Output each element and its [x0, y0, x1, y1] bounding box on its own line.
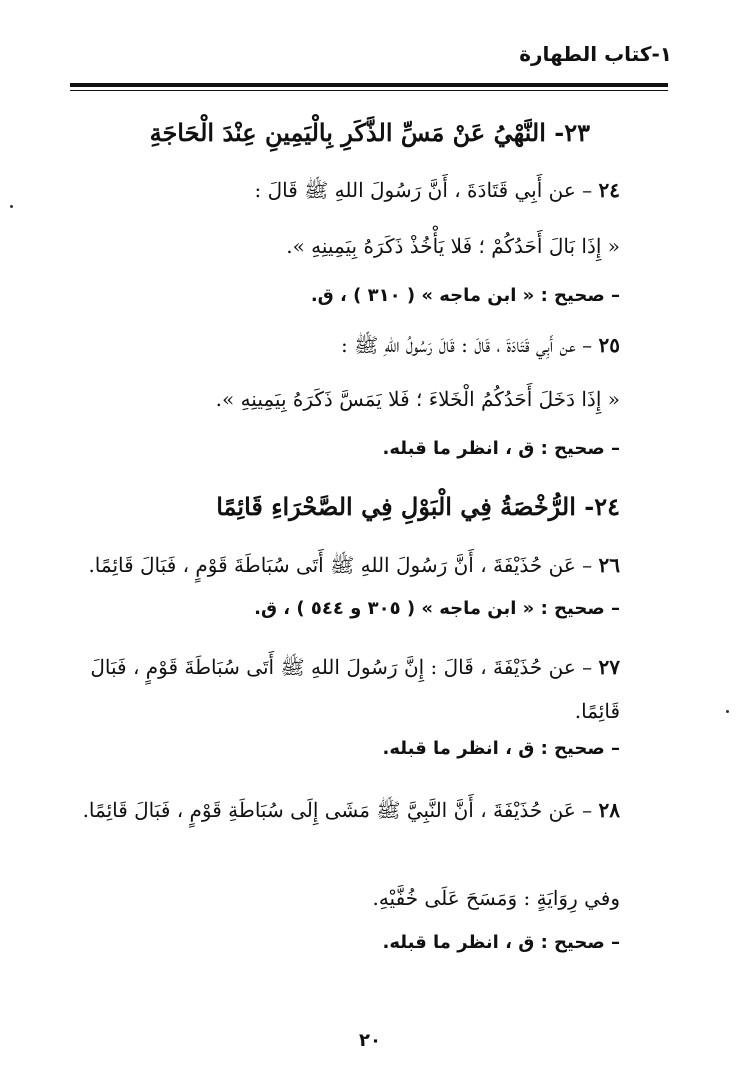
hadith-26-isnad: [70, 553, 620, 582]
hadith-isnad: – عن أَبِي قَتَادَةَ ، أَنَّ رَسُولَ اللهِ ﷺ قَالَ :: [254, 178, 593, 202]
header-rule-thin: [70, 90, 668, 91]
hadith-number: ٢٦: [598, 553, 620, 577]
hadith-number: ٢٨: [598, 798, 620, 822]
hadith-28-isnad: [70, 788, 620, 878]
hadith-24-grade: – صحيح : « ابن ماجه » ( ٣١٠ ) ، ق.: [310, 285, 620, 306]
hadith-27-grade: – صحيح : ق ، انظر ما قبله.: [382, 738, 620, 759]
hadith-25-grade: – صحيح : ق ، انظر ما قبله.: [382, 438, 620, 459]
header-rule-thick: [70, 83, 668, 87]
hadith-25-matn: « إِذَا دَخَلَ أَحَدُكُمُ الْخَلاءَ ؛ فَلا يَمَسَّ ذَكَرَهُ بِيَمِينِهِ ».: [215, 387, 620, 411]
section-title: النَّهْيُ عَنْ مَسِّ الذَّكَرِ بِالْيَمِينِ عِنْدَ الْحَاجَةِ: [149, 118, 546, 147]
hadith-24-isnad: [70, 178, 620, 207]
hadith-24-matn: « إِذَا بَالَ أَحَدُكُمْ ؛ فَلا يَأْخُذْ ذَكَرَهُ بِيَمِينِهِ ».: [286, 234, 620, 258]
scan-speck: [10, 205, 13, 208]
hadith-25-isnad: [70, 333, 620, 362]
hadith-number: ٢٤: [598, 178, 620, 202]
hadith-28-grade: – صحيح : ق ، انظر ما قبله.: [382, 932, 620, 953]
hadith-27-isnad: [70, 645, 620, 735]
section-heading-24: [70, 492, 620, 521]
hadith-28-riwaya: وفي رِوَايَةٍ : وَمَسَحَ عَلَى خُفَّيْهِ.: [372, 886, 620, 910]
section-number: ٢٣-: [554, 118, 590, 147]
section-title: الرُّخْصَةُ فِي الْبَوْلِ فِي الصَّحْرَاءِ قَائِمًا: [216, 492, 576, 521]
section-heading-23: [70, 118, 590, 147]
hadith-isnad: – عَن حُذَيْفَةَ ، أَنَّ رَسُولَ اللهِ ﷺ أَتَى سُبَاطَةَ قَوْمٍ ، فَبَالَ قَائِمًا.: [88, 553, 593, 577]
hadith-isnad: – عن حُذَيْفَةَ ، قَالَ : إِنَّ رَسُولَ اللهِ ﷺ أَتَى سُبَاطَةَ قَوْمٍ ، فَبَالَ قَائِمًا.: [90, 655, 620, 723]
running-head: ١-كتاب الطهارة: [519, 42, 672, 66]
hadith-26-grade: – صحيح : « ابن ماجه » ( ٣٠٥ و ٥٤٤ ) ، ق.: [254, 598, 620, 619]
scan-speck: [726, 710, 729, 713]
hadith-number: ٢٥: [598, 333, 620, 357]
page-number: ٢٠: [359, 1030, 381, 1051]
hadith-isnad: – عن أَبِي قَتَادَةَ ، قَالَ : قَالَ رَسُولُ اللهِ ﷺ :: [341, 333, 593, 357]
section-number: ٢٤-: [584, 492, 620, 521]
hadith-isnad: – عَن حُذَيْفَةَ ، أَنَّ النَّبِيَّ ﷺ مَشَى إِلَى سُبَاطَةِ قَوْمٍ ، فَبَالَ قَائِمًا.: [82, 798, 593, 822]
hadith-number: ٢٧: [598, 655, 620, 679]
